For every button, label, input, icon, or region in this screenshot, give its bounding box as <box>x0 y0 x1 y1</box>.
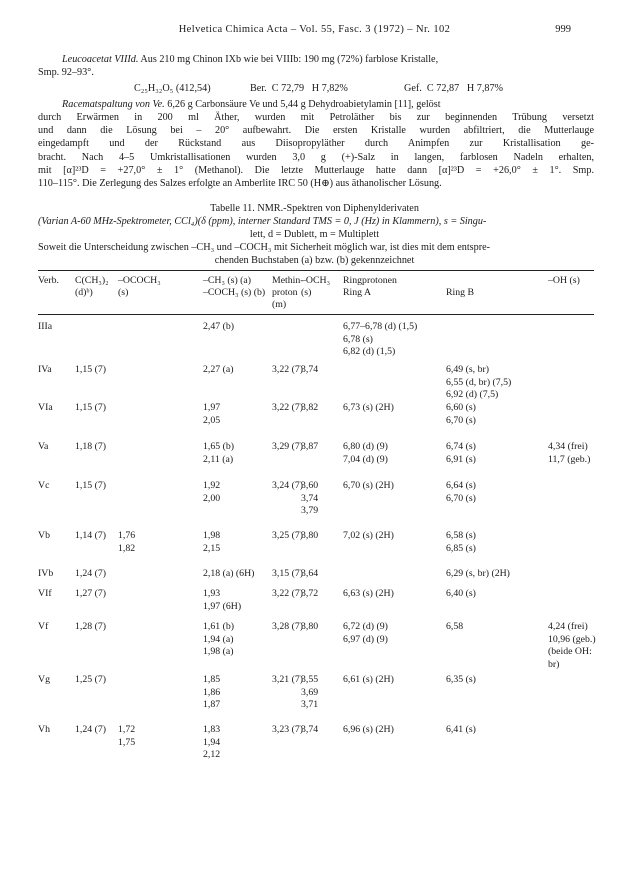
cell-ringa: 6,80 (d) (9) 7,04 (d) (9) <box>343 441 388 465</box>
racematspaltung-line: eingedampft und der Rückstand aus Diisopropyläther durch Animpfen zur Kristallisation ge- <box>38 138 594 150</box>
cell-cme2: 1,18 (7) <box>75 441 107 452</box>
cell-och3: 3,87 <box>301 441 319 452</box>
cell-och3: 3,55 3,69 3,71 <box>301 674 319 711</box>
cell-ringb: 6,74 (s) 6,91 (s) <box>446 441 476 465</box>
cell-verb: VIf <box>38 588 52 599</box>
cell-och3: 3,74 <box>301 364 319 375</box>
table-caption-line3: lett, d = Dublett, m = Multiplett <box>249 229 380 240</box>
cell-ringb: 6,64 (s) 6,70 (s) <box>446 480 476 504</box>
cell-cme2: 1,14 (7) <box>75 530 107 541</box>
leucoacetat-line2: Smp. 92–93°. <box>38 67 94 78</box>
racematspaltung-label: Racematspaltung von Ve. <box>62 99 165 110</box>
cell-och3: 3,60 3,74 3,79 <box>301 480 319 517</box>
racematspaltung-text: 6,26 g Carbonsäure Ve und 5,44 g Dehydroabietylamin [11], gelöst <box>164 99 441 110</box>
cell-ringb: 6,40 (s) <box>446 588 476 599</box>
cell-ringa: 6,70 (s) (2H) <box>343 480 394 491</box>
cell-ringb: 6,58 (s) 6,85 (s) <box>446 530 476 554</box>
table-caption-line5: chenden Buchstaben (a) bzw. (b) gekennzeichnet <box>214 255 415 266</box>
racematspaltung-line: 110–115°. Die Zerlegung des Salzes erfolgte an Amberlite IRC 50 (H⊕) aus äthanolischer Lösung. <box>38 178 442 189</box>
cell-methin: 3,22 (7) <box>272 402 304 413</box>
cell-verb: IVb <box>38 568 54 579</box>
cell-ringb: 6,41 (s) <box>446 724 476 735</box>
table-caption-line2: (Varian A-60 MHz-Spektrometer, CCl₄)(δ (ppm), interner Standard TMS = 0, J (Hz) in Klammern), s = Singu- <box>38 216 487 227</box>
table-title: Tabelle 11. NMR.-Spektren von Diphenylderivaten <box>210 203 419 214</box>
cell-cme2: 1,27 (7) <box>75 588 107 599</box>
cell-ch3: 1,83 1,94 2,12 <box>203 724 221 761</box>
cell-ringa: 7,02 (s) (2H) <box>343 530 394 541</box>
cell-verb: Vf <box>38 621 49 632</box>
cell-ringb: 6,35 (s) <box>446 674 476 685</box>
cell-verb: IVa <box>38 364 52 375</box>
cell-ch3: 1,65 (b) 2,11 (a) <box>203 441 235 465</box>
cell-verb: VIa <box>38 402 53 413</box>
cell-ringb: 6,49 (s, br) 6,55 (d, br) (7,5) 6,92 (d) (7,5) <box>446 364 512 401</box>
page-number: 999 <box>555 24 571 35</box>
racematspaltung-line: mit [α]²³D = +27,0° ± 1° (Methanol). Die letzte Mutterlauge hatte dann [α]²³D = +26,0° ± 1°. Smp. <box>38 164 594 176</box>
cell-ringa: 6,73 (s) (2H) <box>343 402 394 413</box>
cell-oh: 4,34 (frei) 11,7 (geb.) <box>548 441 591 465</box>
header-ococh3: –OCOCH₃ (s) <box>118 275 161 298</box>
cell-methin: 3,24 (7) <box>272 480 304 491</box>
cell-cme2: 1,24 (7) <box>75 724 107 735</box>
cell-ringa: 6,77–6,78 (d) (1,5) 6,78 (s) 6,82 (d) (1,5) <box>343 321 418 358</box>
header-ringb: Ring B <box>446 286 475 298</box>
cell-verb: Vb <box>38 530 50 541</box>
cell-cme2: 1,25 (7) <box>75 674 107 685</box>
table-header-rule <box>38 314 594 315</box>
cell-och3: 3,80 <box>301 621 319 632</box>
cell-verb: Vh <box>38 724 50 735</box>
cell-cme2: 1,15 (7) <box>75 480 107 491</box>
cell-ringb: 6,58 <box>446 621 464 632</box>
cell-cme2: 1,28 (7) <box>75 621 107 632</box>
cell-ch3: 1,93 1,97 (6H) <box>203 588 242 612</box>
cell-ococh3: 1,76 1,82 <box>118 530 136 554</box>
cell-ch3: 2,47 (b) <box>203 321 235 332</box>
cell-cme2: 1,15 (7) <box>75 402 107 413</box>
running-header <box>0 24 629 40</box>
cell-cme2: 1,24 (7) <box>75 568 107 579</box>
leucoacetat-label: Leucoacetat VIIId. <box>62 54 139 65</box>
cell-methin: 3,25 (7) <box>272 530 304 541</box>
cell-verb: Vc <box>38 480 50 491</box>
cell-verb: IIIa <box>38 321 53 332</box>
header-och3: –OCH₃ (s) <box>301 275 330 298</box>
cell-methin: 3,15 (7) <box>272 568 304 579</box>
cell-methin: 3,29 (7) <box>272 441 304 452</box>
header-ch3: –CH₃ (s) (a) –COCH₃ (s) (b) <box>203 275 266 298</box>
racematspaltung-line: bracht. Nach 4–5 Umkristallisationen wurden 3,0 g (+)-Salz in langen, farblosen Nadeln erhalten, <box>38 151 594 163</box>
table-top-rule <box>38 270 594 271</box>
cell-ch3: 1,98 2,15 <box>203 530 221 554</box>
cell-oh: 4,24 (frei) 10,96 (geb.) (beide OH: br) <box>548 621 596 670</box>
paragraph-leucoacetat <box>62 53 594 66</box>
cell-ch3: 2,18 (a) (6H) <box>203 568 255 579</box>
cell-och3: 3,74 <box>301 724 319 735</box>
paragraph-racematspaltung <box>62 98 594 111</box>
header-cme2: C(CH₃)₂ (d)ᵇ) <box>75 275 109 298</box>
header-methin: Methin- proton (m) <box>272 275 304 310</box>
cell-cme2: 1,15 (7) <box>75 364 107 375</box>
cell-ringb: 6,29 (s, br) (2H) <box>446 568 510 579</box>
cell-ringa: 6,63 (s) (2H) <box>343 588 394 599</box>
cell-och3: 3,80 <box>301 530 319 541</box>
cell-ch3: 1,61 (b) 1,94 (a) 1,98 (a) <box>203 621 235 658</box>
cell-ringb: 6,60 (s) 6,70 (s) <box>446 402 476 426</box>
cell-methin: 3,22 (7) <box>272 364 304 375</box>
racematspaltung-line: und dann die Lösung bei – 20° aufbewahrt. Die ersten Kristalle wurden abfiltriert, die Mutterlauge <box>38 125 594 137</box>
cell-methin: 3,28 (7) <box>272 621 304 632</box>
cell-methin: 3,23 (7) <box>272 724 304 735</box>
analysis-found: Gef. C 72,87 H 7,87% <box>404 83 504 94</box>
leucoacetat-text: Aus 210 mg Chinon IXb wie bei VIIIb: 190 mg (72%) farblose Kristalle, <box>138 54 439 65</box>
cell-methin: 3,22 (7) <box>272 588 304 599</box>
analysis-calculated: Ber. C 72,79 H 7,82% <box>250 83 348 94</box>
cell-ringa: 6,96 (s) (2H) <box>343 724 394 735</box>
header-oh: –OH (s) <box>548 275 580 286</box>
header-verb: Verb. <box>38 275 59 286</box>
cell-ococh3: 1,72 1,75 <box>118 724 136 748</box>
cell-verb: Vg <box>38 674 50 685</box>
racematspaltung-line: durch Erwärmen in 200 ml Äther, wurden mit Petroläther bis zur beginnenden Trübung versetzt <box>38 112 594 123</box>
cell-och3: 3,64 <box>301 568 319 579</box>
cell-ch3: 1,85 1,86 1,87 <box>203 674 221 711</box>
header-ringa: Ringprotonen Ring A <box>343 275 397 298</box>
cell-och3: 3,72 <box>301 588 319 599</box>
cell-methin: 3,21 (7) <box>272 674 304 685</box>
analysis-formula: C₂₅H₃₂O₅ (412,54) <box>134 83 211 94</box>
running-title: Helvetica Chimica Acta – Vol. 55, Fasc. 3 (1972) – Nr. 102 <box>178 24 451 35</box>
cell-ch3: 1,92 2,00 <box>203 480 221 504</box>
cell-ch3: 2,27 (a) <box>203 364 234 375</box>
table-caption-line4: Soweit die Unterscheidung zwischen –CH₃ und –COCH₃ mit Sicherheit möglich war, ist dies mit dem entspre- <box>38 242 491 253</box>
cell-verb: Va <box>38 441 49 452</box>
cell-ringa: 6,72 (d) (9) 6,97 (d) (9) <box>343 621 388 645</box>
cell-och3: 3,82 <box>301 402 319 413</box>
cell-ringa: 6,61 (s) (2H) <box>343 674 394 685</box>
cell-ch3: 1,97 2,05 <box>203 402 221 426</box>
